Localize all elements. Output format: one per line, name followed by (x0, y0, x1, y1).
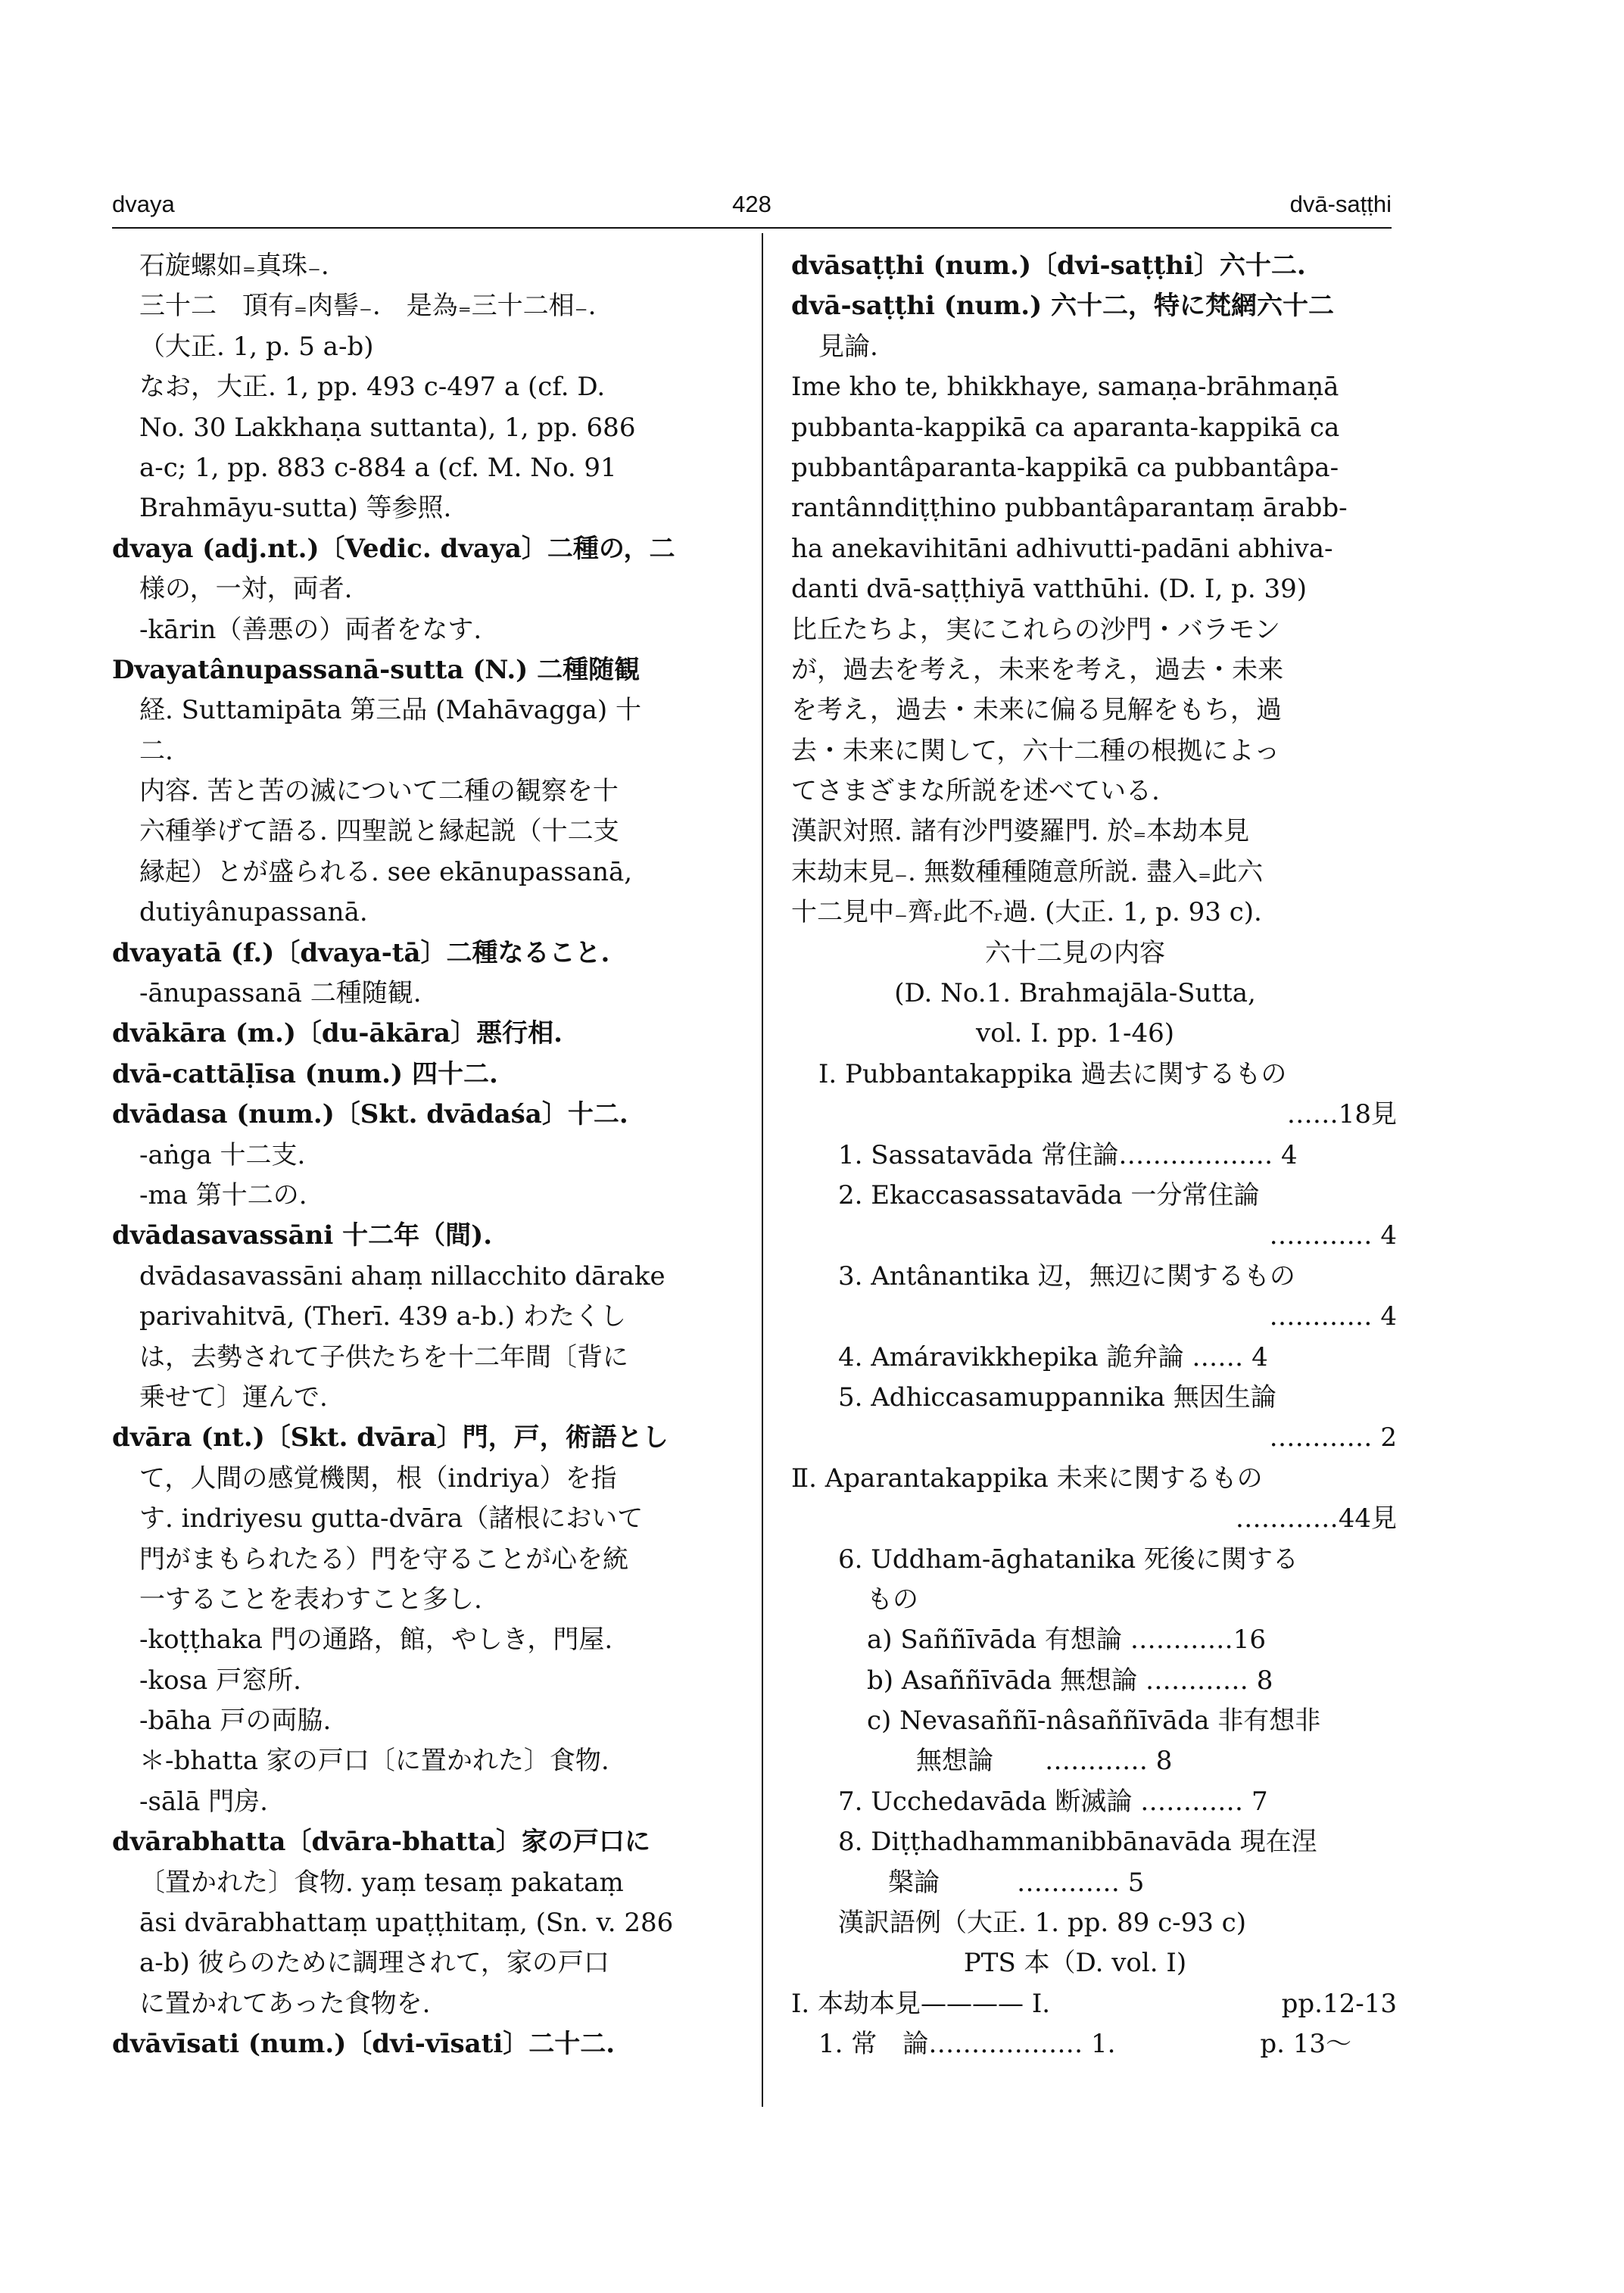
text-line: す. indriyesu gutta-dvāra（諸根において (139, 1503, 644, 1534)
text-line: 見論. (818, 331, 878, 362)
quote-line: Ime kho te, bhikkhaye, samaṇa-brāhmaṇā (791, 372, 1339, 403)
text-line: Brahmāyu-sutta) 等参照. (139, 493, 452, 524)
text-line: āsi dvārabhattaṃ upaṭṭhitaṃ, (Sn. v. 286 (139, 1908, 674, 1939)
outline-heading: Ⅰ. Pubbantakappika 過去に関するもの (818, 1058, 1287, 1089)
text-line: （大正. 1, p. 5 a-b) (139, 331, 374, 362)
text-line: dutiyânupassanā. (139, 897, 368, 928)
text-line: No. 30 Lakkhaṇa suttanta), 1, pp. 686 (139, 412, 636, 443)
outline-note: PTS 本（D. vol. I) (963, 1948, 1187, 1979)
left-column (112, 246, 740, 2093)
text-line: に置かれてあった食物を. (139, 1988, 431, 2019)
subentry: -ānupassanā 二種随観. (139, 978, 422, 1009)
text-line: 六種挙げて語る. 四聖説と縁起説（十二支 (139, 816, 619, 847)
subentry: -kosa 戸窓所. (139, 1665, 301, 1696)
header-left-guideword: dvaya (112, 191, 175, 217)
text-line: dvādasavassāni ahaṃ nillacchito dārake (139, 1260, 665, 1291)
text-line: を考え，過去・未来に偏る見解をもち，過 (791, 695, 1283, 726)
text-line: 比丘たちよ，実にこれらの沙門・バラモン (791, 614, 1280, 645)
text-line: a-b) 彼らのために調理されて，家の戸口 (139, 1948, 609, 1979)
entry-dvakara: dvākāra (m.)〔du-ākāra〕悪行相. (112, 1018, 563, 1049)
outline-item: 5. Adhiccasamuppannika 無因生論 (838, 1382, 1276, 1413)
subentry: -ma 第十二の. (139, 1179, 307, 1210)
outline-item: 8. Diṭṭhadhammanibbānavāda 現在涅 (838, 1827, 1317, 1858)
subentry: -aṅga 十二支. (139, 1139, 306, 1170)
outline-item: 槃論 ………… 5 (888, 1867, 1145, 1898)
text-line: 内容. 苦と苦の滅について二種の観察を十 (139, 776, 619, 807)
entry-dvasatthi: dvāsaṭṭhi (num.)〔dvi-saṭṭhi〕六十二. (791, 251, 1306, 281)
outline-subitem: b) Asaññīvāda 無想論 ………… 8 (867, 1665, 1273, 1696)
right-column (791, 246, 1397, 2093)
header-right-guideword: dvā-saṭṭhi (1289, 191, 1392, 217)
text-line: 末劫末見₋. 無数種種随意所説. 盡入₌此六 (791, 856, 1264, 887)
subentry: -bāha 戸の両脇. (139, 1706, 332, 1737)
running-header (112, 191, 1392, 229)
entry-dvadasavassani: dvādasavassāni 十二年（間). (112, 1220, 493, 1251)
quote-line: danti dvā-saṭṭhiyā vatthūhi. (D. I, p. 39) (791, 574, 1307, 605)
entry-dva-cattalisa: dvā-cattāḷīsa (num.) 四十二. (112, 1058, 498, 1089)
outline-item: 2. Ekaccasassatavāda 一分常住論 (838, 1179, 1260, 1210)
outline-subitem: a) Saññīvāda 有想論 …………16 (867, 1625, 1266, 1656)
outline-item: 7. Ucchedavāda 断滅論 ………… 7 (838, 1786, 1268, 1817)
section-title: 六十二見の内容 (985, 937, 1165, 968)
table-row (791, 2024, 1397, 2064)
outline-heading: Ⅱ. Aparantakappika 未来に関するもの (791, 1463, 1263, 1494)
section-source: (D. No.1. Brahmajāla-Sutta, (894, 978, 1256, 1009)
outline-count: …………44見 (1235, 1503, 1397, 1534)
text-line: 一することを表わすこと多し. (139, 1584, 482, 1615)
entry-dvarabhatta: dvārabhatta〔dvāra-bhatta〕家の戸口に (112, 1827, 651, 1858)
text-line: parivahitvā, (Therī. 439 a-b.) わたくし (139, 1301, 626, 1332)
outline-item: 1. Sassatavāda 常住論……………… 4 (838, 1139, 1298, 1170)
text-line: a-c; 1, pp. 883 c-884 a (cf. M. No. 91 (139, 452, 617, 483)
text-line: 二. (139, 735, 173, 766)
outline-item: もの (867, 1584, 918, 1615)
header-rule (112, 227, 1392, 229)
outline-count: ………… 4 (1269, 1220, 1397, 1251)
table-row-label: Ⅰ. 本劫本見———— Ⅰ. (791, 1988, 1051, 2019)
quote-line: pubbanta-kappikā ca aparanta-kappikā ca (791, 412, 1340, 443)
text-line: 縁起）とが盛られる. see ekānupassanā, (139, 856, 633, 887)
outline-subitem: 無想論 ………… 8 (916, 1746, 1173, 1777)
text-line: 門がまもられたる）門を守ることが心を統 (139, 1544, 628, 1575)
outline-item: 3. Antânantika 辺，無辺に関するもの (838, 1260, 1295, 1291)
quote-line: ha anekavihitāni adhivutti-padāni abhiva- (791, 533, 1333, 564)
outline-note: 漢訳語例（大正. 1. pp. 89 c-93 c) (838, 1908, 1246, 1939)
page-number: 428 (732, 191, 771, 217)
entry-dvayatanupassana-sutta: Dvayatânupassanā-sutta (N.) 二種随観 (112, 654, 641, 685)
text-line: 様の，一対，両者. (139, 574, 353, 605)
subentry: -koṭṭhaka 門の通路，館，やしき，門屋. (139, 1625, 613, 1656)
text-line: が，過去を考え，未来を考え，過去・未来 (791, 654, 1284, 685)
outline-count: ………… 4 (1269, 1301, 1397, 1332)
outline-count: ………… 2 (1269, 1422, 1397, 1453)
text-line: てさまざまな所説を述べている. (791, 776, 1160, 807)
entry-dvaya: dvaya (adj.nt.)〔Vedic. dvaya〕二種の，二 (112, 533, 675, 564)
column-divider (762, 233, 763, 2107)
subentry: -sālā 門房. (139, 1786, 268, 1817)
table-row (791, 1984, 1397, 2024)
entry-dvayata: dvayatā (f.)〔dvaya-tā〕二種なること. (112, 937, 610, 968)
outline-item: 4. Amáravikkhepika 詭弁論 …… 4 (838, 1341, 1268, 1372)
text-line: は，去勢されて子供たちを十二年間〔背に (139, 1341, 628, 1372)
table-row-label: 1. 常 論……………… 1. (818, 2029, 1116, 2060)
text-line: 去・未来に関して，六十二種の根拠によっ (791, 735, 1280, 766)
entry-dvavisati: dvāvīsati (num.)〔dvi-vīsati〕二十二. (112, 2029, 616, 2060)
outline-item: 6. Uddham-āghatanika 死後に関する (838, 1544, 1298, 1575)
section-source: vol. I. pp. 1-46) (975, 1018, 1174, 1049)
subentry: ＊-bhatta 家の戸口〔に置かれた〕食物. (139, 1746, 609, 1777)
subentry: -kārin（善悪の）両者をなす. (139, 614, 482, 645)
entry-dvadasa: dvādasa (num.)〔Skt. dvādaśa〕十二. (112, 1099, 628, 1130)
text-line: 乗せて〕運んで. (139, 1382, 328, 1413)
text-line: 経. Suttamipāta 第三品 (Mahāvagga) 十 (139, 695, 641, 726)
text-line: 漢訳対照. 諸有沙門婆羅門. 於₌本劫本見 (791, 816, 1250, 847)
quote-line: rantânndiṭṭhino pubbantâparantaṃ ārabb- (791, 493, 1348, 524)
entry-dvara: dvāra (nt.)〔Skt. dvāra〕門，戸，術語とし (112, 1422, 669, 1453)
entry-dva-satthi: dvā-saṭṭhi (num.) 六十二，特に梵網六十二 (791, 291, 1334, 322)
text-line: なお，大正. 1, pp. 493 c-497 a (cf. D. (139, 372, 606, 403)
text-line: 〔置かれた〕食物. yaṃ tesaṃ pakataṃ (139, 1867, 624, 1898)
outline-count: ……18見 (1286, 1099, 1397, 1130)
outline-subitem: c) Nevasaññī-nâsaññīvāda 非有想非 (867, 1706, 1321, 1737)
text-line: て，人間の感覚機関，根（indriya）を指 (139, 1463, 617, 1494)
table-row-pages: p. 13～ (1260, 2029, 1351, 2060)
quote-line: pubbantâparanta-kappikā ca pubbantâpa- (791, 452, 1339, 483)
table-row-pages: pp.12-13 (1281, 1988, 1397, 2019)
text-line: 石旋螺如₌真珠₋. (139, 251, 329, 281)
text-line: 十二見中₋齊ᵣ此不ᵣ過. (大正. 1, p. 93 c). (791, 897, 1262, 928)
text-line: 三十二 頂有₌肉髻₋. 是為₌三十二相₋. (139, 291, 597, 322)
